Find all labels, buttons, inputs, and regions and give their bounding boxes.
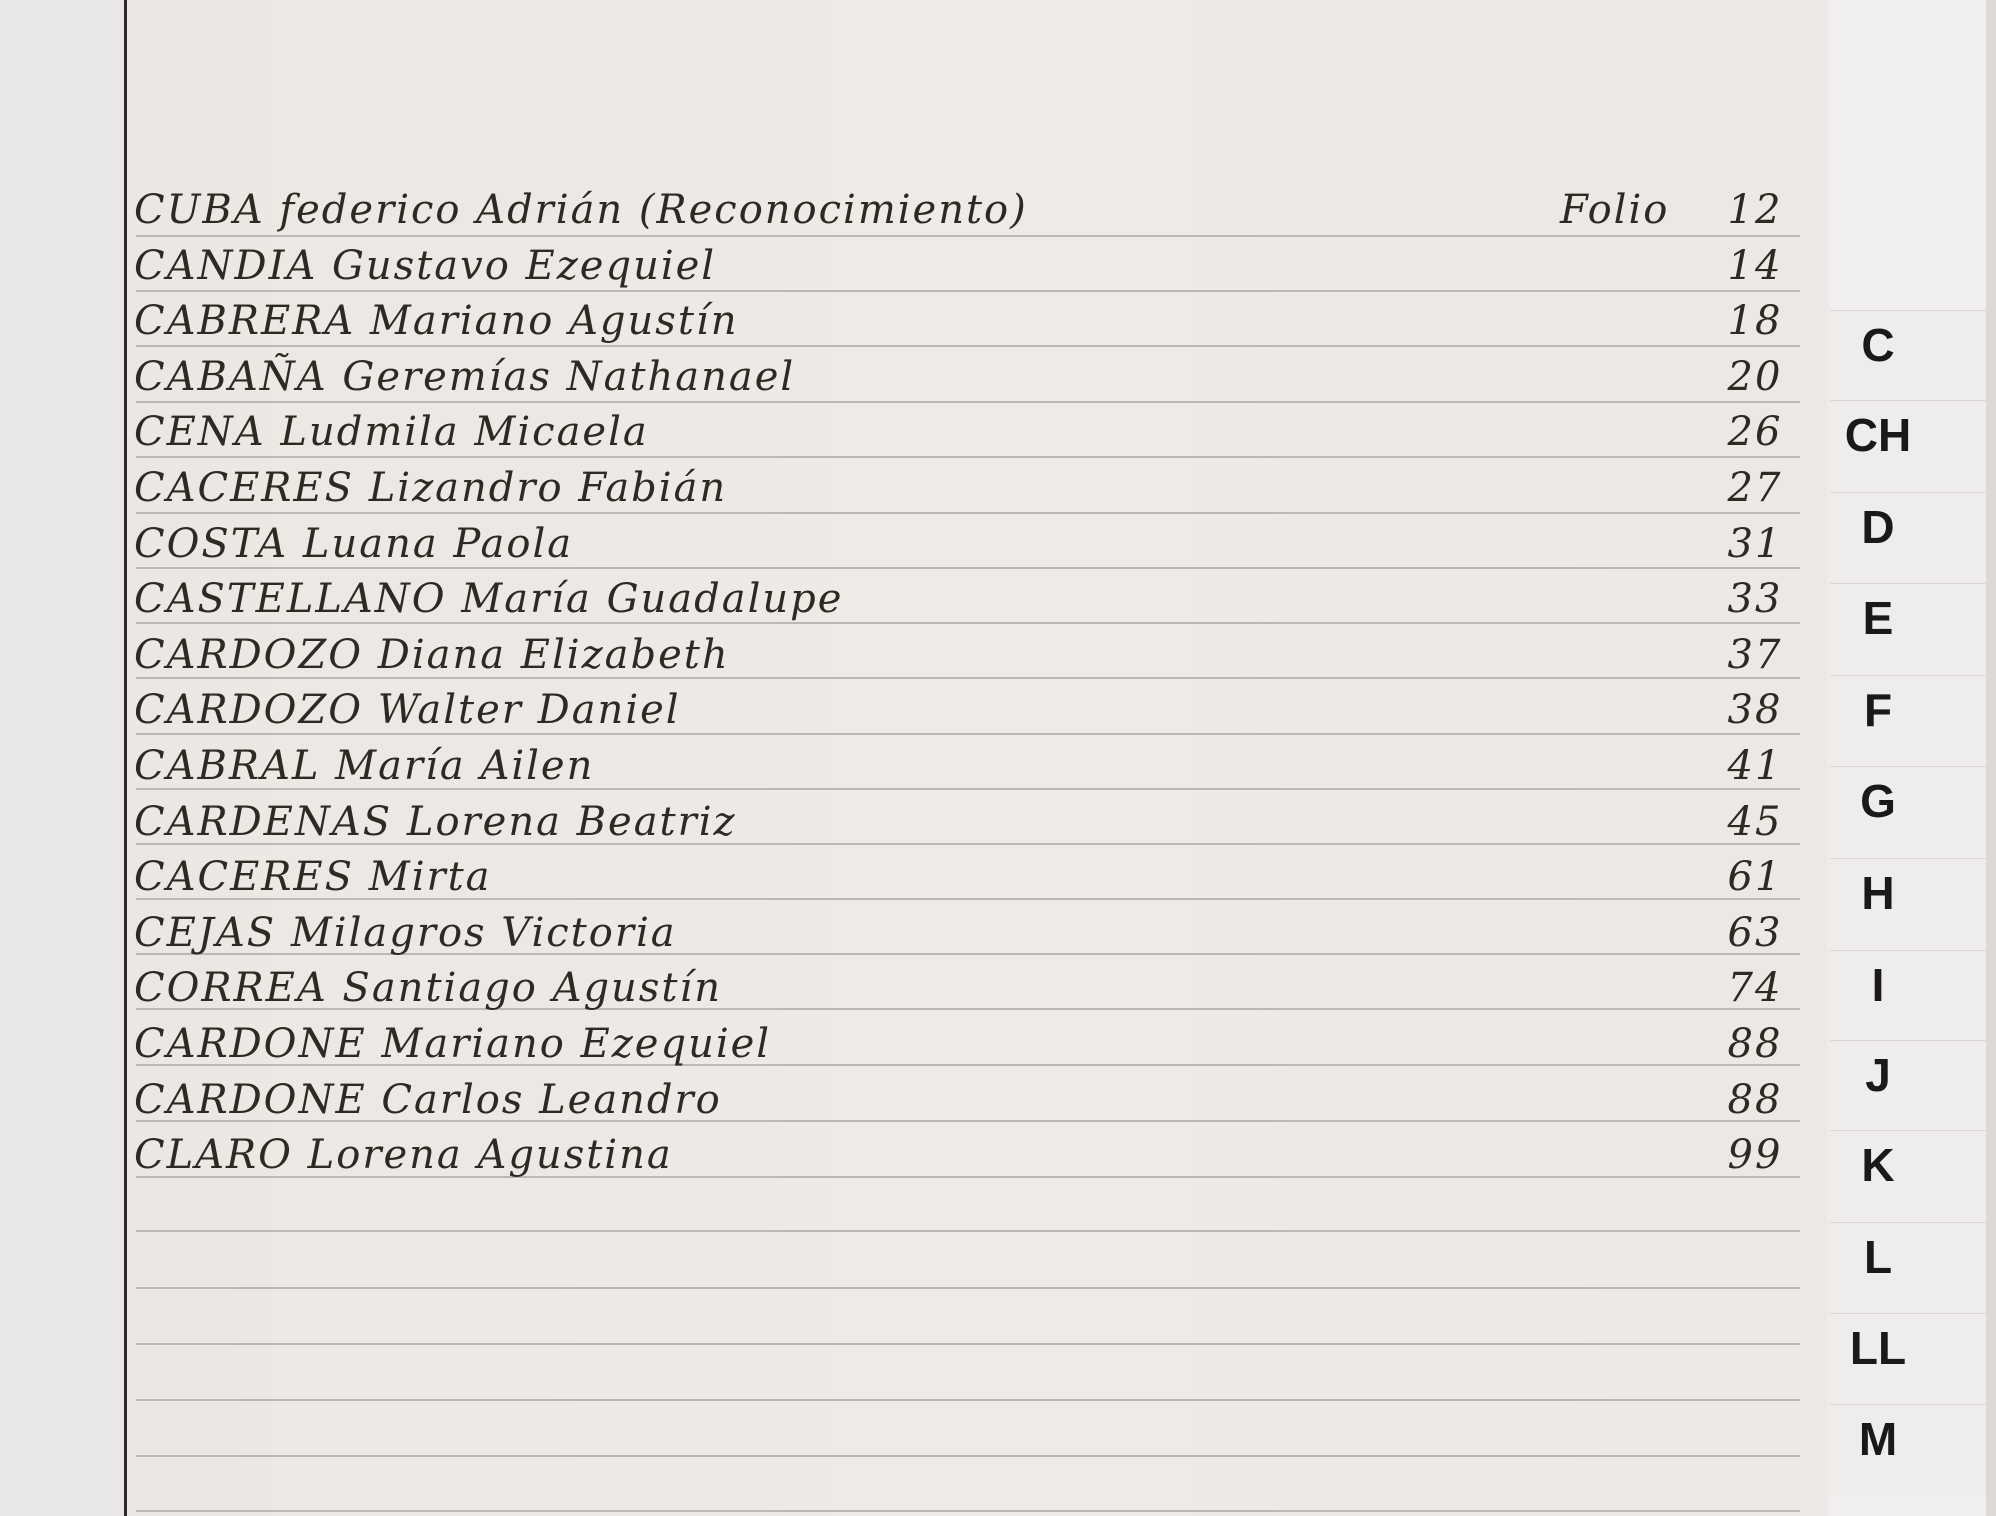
index-tab-letter: M [1858, 1413, 1898, 1465]
entry-name: CABRAL María Ailen [134, 743, 595, 789]
ruled-line [136, 512, 1800, 514]
entry-folio: 26 [1727, 409, 1783, 455]
left-margin [0, 0, 124, 1516]
entry-folio: 37 [1727, 632, 1783, 678]
index-tab-letter: L [1863, 1231, 1893, 1283]
ruled-line [136, 235, 1800, 237]
entry-name: CACERES Lizandro Fabián [134, 465, 728, 511]
index-tab-letter: D [1861, 501, 1895, 553]
entry-name: CARDONE Carlos Leandro [134, 1077, 722, 1123]
entry-folio: 99 [1727, 1132, 1783, 1178]
entry-name: CEJAS Milagros Victoria [134, 910, 677, 956]
entry-name: CARDENAS Lorena Beatriz [134, 799, 737, 845]
entry-folio: 45 [1727, 799, 1783, 845]
entry-folio: 27 [1727, 465, 1783, 511]
entry-name: CORREA Santiago Agustín [134, 965, 722, 1011]
index-tab-letter: E [1862, 592, 1894, 644]
index-tab-letter: F [1863, 684, 1893, 736]
entry-name: CABAÑA Geremías Nathanael [134, 354, 796, 400]
ruled-line [136, 345, 1800, 347]
entry-folio: 14 [1727, 243, 1783, 289]
entry-folio: 88 [1727, 1021, 1783, 1067]
ruled-line [136, 1510, 1800, 1512]
entry-name: CANDIA Gustavo Ezequiel [134, 243, 717, 289]
ruled-line [136, 401, 1800, 403]
index-tab-letter: J [1865, 1049, 1891, 1101]
ruled-line [136, 290, 1800, 292]
index-tab-letter: LL [1849, 1322, 1907, 1374]
index-tab-letter: C [1861, 319, 1895, 371]
entry-folio: 18 [1727, 298, 1783, 344]
entry-folio: 88 [1727, 1077, 1783, 1123]
entry-folio: 41 [1727, 743, 1783, 789]
entry-folio: 20 [1727, 354, 1783, 400]
entry-folio: 38 [1727, 687, 1783, 733]
entry-name: COSTA Luana Paola [134, 521, 574, 567]
entry-name: CENA Ludmila Micaela [134, 409, 649, 455]
index-tab-letter: H [1861, 867, 1895, 919]
entry-folio: 12 [1727, 187, 1783, 233]
entry-name: CLARO Lorena Agustina [134, 1132, 673, 1178]
folio-label: Folio [1560, 187, 1670, 233]
entry-name: CUBA federico Adrián (Reconocimiento) [134, 187, 1028, 233]
entry-name: CARDONE Mariano Ezequiel [134, 1021, 772, 1067]
ruled-line [136, 1399, 1800, 1401]
page-edge [1986, 0, 1996, 1516]
ruled-line [136, 1455, 1800, 1457]
index-tab-letter: CH [1844, 409, 1912, 461]
index-tab-letter: K [1861, 1139, 1895, 1191]
entry-folio: 74 [1727, 965, 1783, 1011]
entry-folio: 31 [1727, 521, 1783, 567]
entry-name: CARDOZO Walter Daniel [134, 687, 681, 733]
ruled-line [136, 456, 1800, 458]
ruled-line [136, 1287, 1800, 1289]
entry-folio: 61 [1727, 854, 1783, 900]
entry-name: CABRERA Mariano Agustín [134, 298, 739, 344]
entry-name: CACERES Mirta [134, 854, 492, 900]
entry-folio: 33 [1727, 576, 1783, 622]
index-tab-letter: G [1860, 775, 1896, 827]
entry-name: CASTELLANO María Guadalupe [134, 576, 844, 622]
ruled-line [136, 1230, 1800, 1232]
entry-folio: 63 [1727, 910, 1783, 956]
index-tab-letter: I [1871, 959, 1885, 1011]
entry-name: CARDOZO Diana Elizabeth [134, 632, 730, 678]
ruled-line [136, 1343, 1800, 1345]
